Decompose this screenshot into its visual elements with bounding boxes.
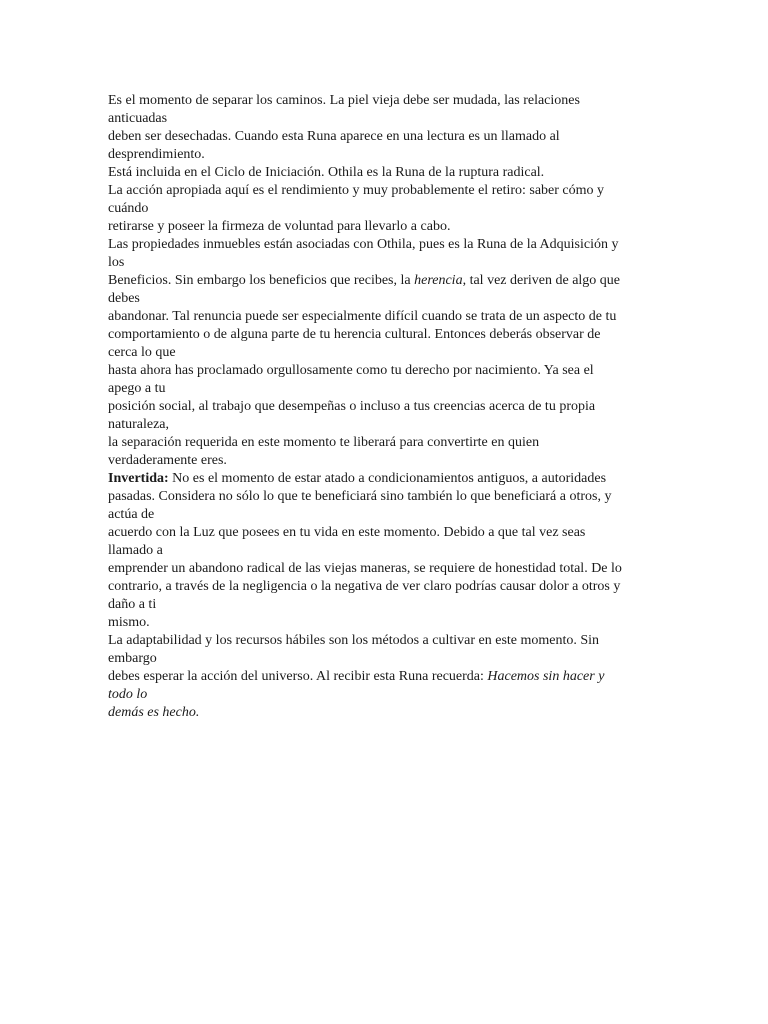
text-line: cerca lo que: [108, 345, 176, 360]
document-body: [108, 92, 668, 722]
text-line: desprendimiento.: [108, 147, 205, 162]
text-line: posición social, al trabajo que desempeñas o incluso a tus creencias acerca de tu propia: [108, 399, 596, 414]
herencia-emphasis: herencia: [414, 273, 463, 288]
text-line: contrario, a través de la negligencia o la negativa de ver claro podrías causar dolor a otros y: [108, 579, 621, 594]
text-line: embargo: [108, 651, 157, 666]
text-line: retirarse y poseer la firmeza de voluntad para llevarlo a cabo.: [108, 219, 451, 234]
text-line: pasadas. Considera no sólo lo que te beneficiará sino también lo que beneficiará a otros, y: [108, 489, 612, 504]
text-line: los: [108, 255, 125, 270]
text-line: apego a tu: [108, 381, 166, 396]
text-line: actúa de: [108, 507, 155, 522]
text-line-italic: demás es hecho.: [108, 705, 200, 720]
invertida-label: Invertida:: [108, 471, 169, 486]
beneficios-text-before: Beneficios. Sin embargo los beneficios que recibes, la: [108, 273, 415, 288]
invertida-text: No es el momento de estar atado a condicionamientos antiguos, a autoridades: [168, 471, 607, 486]
text-line: La acción apropiada aquí es el rendimiento y muy probablemente el retiro: saber cómo y: [108, 183, 605, 198]
text-line: comportamiento o de alguna parte de tu herencia cultural. Entonces deberás observar de: [108, 327, 601, 342]
text-line: llamado a: [108, 543, 163, 558]
text-line: anticuadas: [108, 111, 168, 126]
text-line-beneficios: [108, 272, 668, 290]
beneficios-text-after: , tal vez deriven de algo que: [462, 273, 621, 288]
text-line: naturaleza,: [108, 417, 170, 432]
text-line: Las propiedades inmuebles están asociadas con Othila, pues es la Runa de la Adquisición y: [108, 237, 619, 252]
text-line: mismo.: [108, 615, 150, 630]
text-line: cuándo: [108, 201, 149, 216]
text-line: hasta ahora has proclamado orgullosamente como tu derecho por nacimiento. Ya sea el: [108, 363, 594, 378]
text-line: La adaptabilidad y los recursos hábiles son los métodos a cultivar en este momento. Sin: [108, 633, 600, 648]
text-line: verdaderamente eres.: [108, 453, 227, 468]
text-line-recuerda: [108, 668, 668, 686]
text-line: Es el momento de separar los caminos. La piel vieja debe ser mudada, las relaciones: [108, 93, 580, 108]
text-line: emprender un abandono radical de las viejas maneras, se requiere de honestidad total. De lo: [108, 561, 622, 576]
text-line: deben ser desechadas. Cuando esta Runa aparece en una lectura es un llamado al: [108, 129, 560, 144]
text-line-italic: todo lo: [108, 687, 148, 702]
recuerda-emphasis: Hacemos sin hacer y: [487, 669, 605, 684]
text-line: acuerdo con la Luz que posees en tu vida en este momento. Debido a que tal vez seas: [108, 525, 586, 540]
text-line-invertida: [108, 470, 668, 488]
recuerda-text: debes esperar la acción del universo. Al recibir esta Runa recuerda:: [108, 669, 488, 684]
text-line: la separación requerida en este momento te liberará para convertirte en quien: [108, 435, 540, 450]
text-line: abandonar. Tal renuncia puede ser especialmente difícil cuando se trata de un aspecto de tu: [108, 309, 617, 324]
text-line: debes: [108, 291, 140, 306]
text-line: daño a ti: [108, 597, 157, 612]
text-line: Está incluida en el Ciclo de Iniciación. Othila es la Runa de la ruptura radical.: [108, 165, 545, 180]
